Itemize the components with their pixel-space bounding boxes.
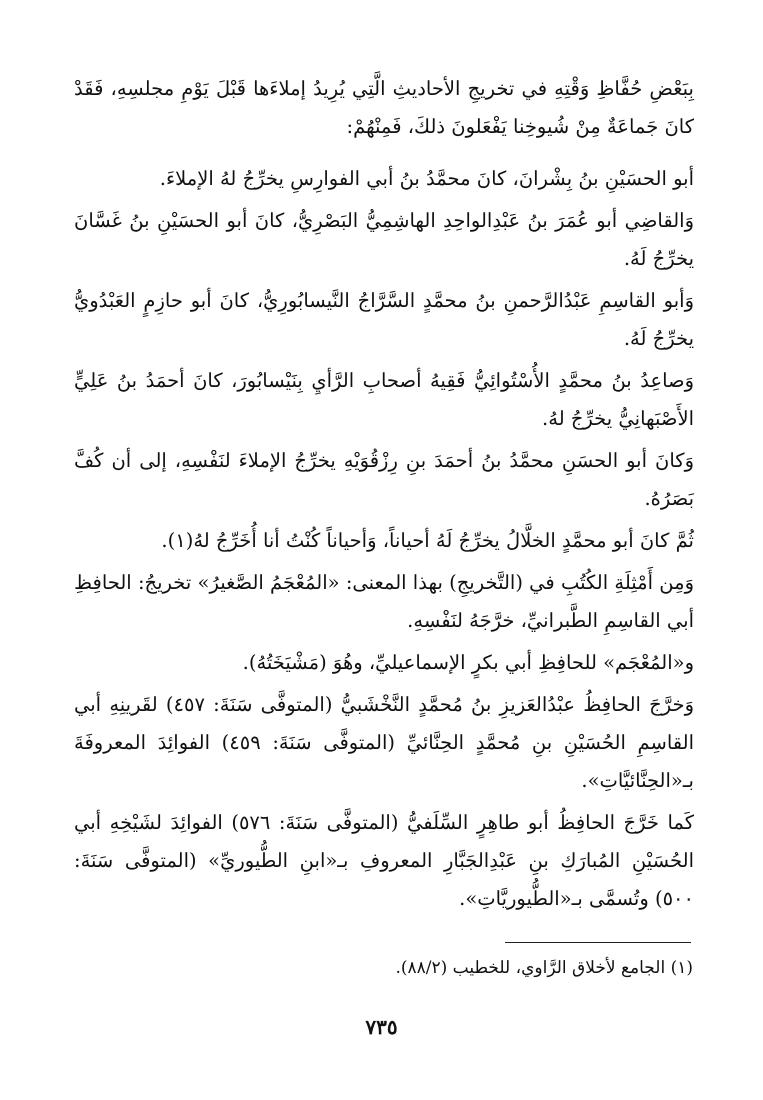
paragraph-bishran: أبو الحسَيْنِ بنُ بِشْرانَ، كانَ محمَّدُ بنُ أبي الفوارِسِ يخرِّجُ لهُ الإملاءَ. [159, 167, 694, 190]
footnote-divider [505, 942, 691, 943]
paragraph-examples: وَمِن أَمْثِلَةِ الكُتُبِ في (التَّخريجِ) بهذا المعنى: «المُعْجَمُ الصَّغيرُ» تخريجُ: الحافِظِ أبي القاسِمِ الطَّبرانيِّ، خرَّجَهُ لنَفْسِهِ. [74, 571, 694, 632]
paragraph-qadi: وَالقاضِي أبو عُمَرَ بنُ عَبْدِالواحِدِ الهاشِمِيُّ البَصْرِيُّ، كانَ أبو الحسَيْنِ بنُ غَسَّانَ يخرِّجُ لَهُ. [74, 209, 694, 270]
paragraph-mujam: و«المُعْجَم» للحافِظِ أبي بكرٍ الإسماعيليِّ، وهُوَ (مَشْيَخَتُهُ). [242, 651, 694, 674]
paragraph-nakhshabi: وَخرَّجَ الحافِظُ عبْدُالعَزيزِ بنُ مُحمَّدٍ النَّخْشَبيُّ (المتوفَّى سَنَةَ: ٤٥٧) لقَرينِهِ أبي القاسِمِ الحُسَيْنِ بنِ مُحمَّدٍ الحِنَّائيِّ (المتوفَّى سَنَةَ: ٤٥٩) الفوائِدَ المعروفَةَ بـ«الحِنَّائيَّاتِ». [74, 693, 695, 792]
main-text [74, 70, 694, 922]
paragraph-intro: بِبَعْضِ حُفَّاظِ وَقْتِهِ في تخريجِ الأحاديثِ الَّتِي يُرِيدُ إملاءَها قَبْلَ يَوْمِ مجلسِهِ، فَقَدْ كانَ جَماعَةٌ مِنْ شُيوخِنا يَفْعَلونَ ذلكَ، فَمِنْهُمْ: [74, 77, 694, 138]
paragraph-rizqawayh: وَكانَ أبو الحسَنِ محمَّدُ بنُ أحمَدَ بنِ رِزْقُوَيْهِ يخرِّجُ الإملاءَ لنَفْسِهِ، إلى أن كُفَّ بَصَرُهُ. [74, 449, 694, 510]
paragraph-silafi: كَما خَرَّجَ الحافِظُ أبو طاهِرٍ السِّلَفيُّ (المتوفَّى سَنَةَ: ٥٧٦) الفوائِدَ لشَيْخِهِ أبي الحُسَيْنِ المُبارَكِ بنِ عَبْدِالجَبَّارِ المعروفِ بـ«ابنِ الطُّيوريِّ» (المتوفَّى سَنَةَ: ٥٠٠) وتُسمَّى بـ«الطُّيوريَّاتِ». [74, 811, 694, 910]
footnote: (١) الجامع لأخلاق الرَّاوي، للخطيب (٨٨/٢). [395, 958, 693, 978]
paragraph-khallal: ثُمَّ كانَ أبو محمَّدٍ الخلَّالُ يخرِّجُ لَهُ أحياناً، وَأحياناً كُنْتُ أنا أُخَرِّجُ لهُ(١). [161, 529, 694, 552]
page-number: ٧٣٥ [365, 1015, 398, 1039]
paragraph-abu-al-qasim: وَأبو القاسِمِ عَبْدُالرَّحمنِ بنُ محمَّدٍ السَّرَّاجُ النَّيسابُورِيُّ، كانَ أبو حازِمٍ العَبْدُويُّ يخرِّجُ لَهُ. [74, 289, 694, 350]
paragraph-saed: وَصاعِدُ بنُ محمَّدٍ الأُسْتُوائِيُّ فَقِيهُ أصحابِ الرَّأيِ بِنَيْسابُورَ، كانَ أحمَدُ بنُ عَلِيٍّ الأَصْبَهانِيُّ يخرِّجُ لهُ. [74, 369, 694, 430]
